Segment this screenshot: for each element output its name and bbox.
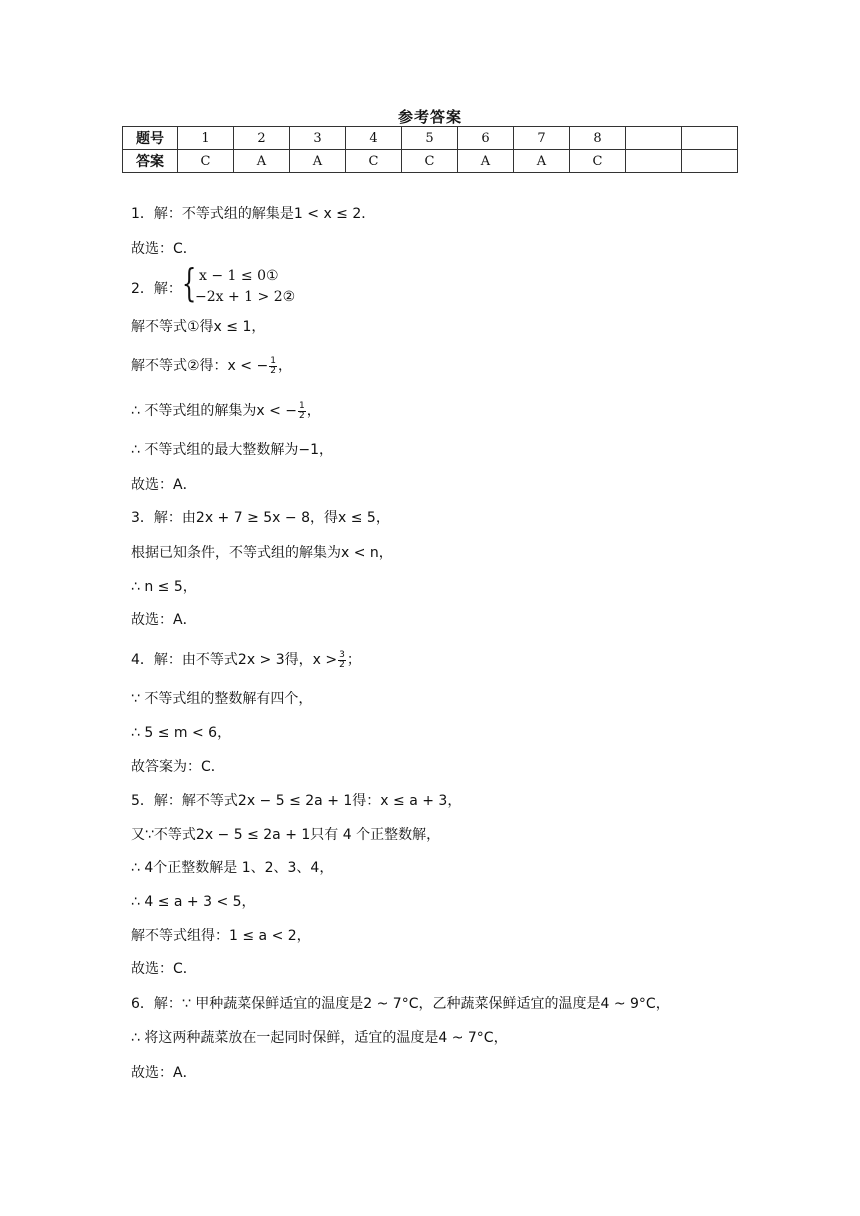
table-cell: 4 — [346, 127, 402, 150]
line-suffix: ； — [346, 652, 361, 668]
solution-line: 解不等式组得：1 ≤ a < 2， — [131, 928, 311, 944]
table-cell: A — [290, 150, 346, 173]
table-cell: 7 — [514, 127, 570, 150]
table-cell — [682, 150, 738, 173]
table-row-answers — [123, 150, 738, 173]
table-cell: 2 — [234, 127, 290, 150]
table-cell: C — [402, 150, 458, 173]
solution-line — [131, 401, 321, 421]
solution-line: 解不等式①得x ≤ 1， — [131, 319, 266, 335]
table-cell: 3 — [290, 127, 346, 150]
solution-line: 故答案为：C． — [131, 759, 225, 775]
solution-line: 5．解：解不等式2x − 5 ≤ 2a + 1得：x ≤ a + 3， — [131, 793, 462, 809]
solution-line: 1．解：不等式组的解集是1 < x ≤ 2． — [131, 206, 376, 222]
answer-table — [122, 126, 738, 173]
solution-line: 又∵不等式2x − 5 ≤ 2a + 1只有 4 个正整数解， — [131, 827, 441, 843]
fraction-numerator: 1 — [270, 355, 276, 366]
solution-label: 2．解： — [131, 281, 182, 297]
table-cell: A — [514, 150, 570, 173]
solution-line: 故选：A． — [131, 612, 197, 628]
system-row: x − 1 ≤ 0① — [199, 268, 279, 284]
table-cell: 1 — [178, 127, 234, 150]
solution-line: 故选：C． — [131, 241, 197, 257]
fraction — [269, 357, 277, 376]
line-suffix: ， — [277, 358, 292, 374]
solution-line: ∴ 5 ≤ m < 6， — [131, 725, 232, 741]
solution-line: 6．解：∵ 甲种蔬菜保鲜适宜的温度是2 ~ 7°C，乙种蔬菜保鲜适宜的温度是4 ~ 9°C， — [131, 996, 670, 1012]
table-cell: 6 — [458, 127, 514, 150]
solution-line: 3．解：由2x + 7 ≥ 5x − 8，得x ≤ 5， — [131, 510, 390, 526]
fraction-denominator: 2 — [270, 365, 276, 376]
solution-line: ∴ 将这两种蔬菜放在一起同时保鲜，适宜的温度是4 ~ 7°C， — [131, 1030, 508, 1046]
solution-line: ∴ 不等式组的最大整数解为−1， — [131, 442, 333, 458]
table-cell: 8 — [570, 127, 626, 150]
solution-line: 故选：A． — [131, 477, 197, 493]
line-suffix: ， — [306, 403, 321, 419]
table-cell — [626, 127, 682, 150]
fraction-denominator: 2 — [339, 659, 345, 670]
page-title: 参考答案 — [397, 108, 462, 126]
fraction — [338, 651, 346, 670]
table-cell: C — [178, 150, 234, 173]
line-text: 解不等式②得：x < − — [131, 358, 269, 374]
solution-line: 故选：A． — [131, 1065, 197, 1081]
solution-line — [131, 650, 361, 670]
solution-line: ∴ 4 ≤ a + 3 < 5， — [131, 894, 256, 910]
solution-line: ∵ 不等式组的整数解有四个， — [131, 691, 313, 707]
solution-line: ∴ 4个正整数解是 1、2、3、4， — [131, 860, 334, 876]
table-cell: A — [458, 150, 514, 173]
fraction-numerator: 3 — [339, 649, 345, 660]
table-cell — [682, 127, 738, 150]
fraction — [298, 402, 306, 421]
brace-symbol: { — [181, 261, 197, 305]
table-row-numbers — [123, 127, 738, 150]
system-row: −2x + 1 > 2② — [195, 289, 296, 305]
table-cell: A — [234, 150, 290, 173]
fraction-numerator: 1 — [299, 400, 305, 411]
solution-line: 根据已知条件，不等式组的解集为x < n， — [131, 545, 393, 561]
table-cell: C — [346, 150, 402, 173]
table-cell: 5 — [402, 127, 458, 150]
table-header-number: 题号 — [123, 127, 178, 150]
table-cell: C — [570, 150, 626, 173]
solution-line — [131, 356, 292, 376]
line-text: ∴ 不等式组的解集为x < − — [131, 403, 298, 419]
table-cell — [626, 150, 682, 173]
table-header-answer: 答案 — [123, 150, 178, 173]
solution-line: ∴ n ≤ 5， — [131, 579, 197, 595]
line-text: 4．解：由不等式2x > 3得，x > — [131, 652, 338, 668]
solution-line: 故选：C． — [131, 961, 197, 977]
fraction-denominator: 2 — [299, 410, 305, 421]
